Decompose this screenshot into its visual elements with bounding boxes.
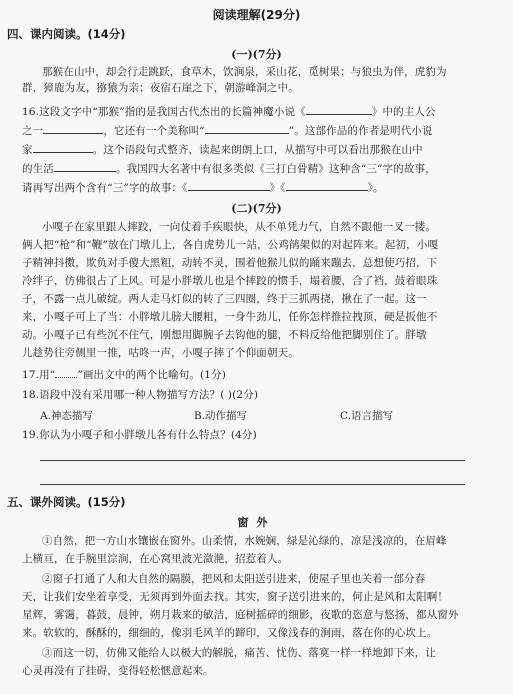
part2-passage-line: 冷绊子，仿佛很占了上风。可是小胖墩儿也是个摔跤的惯手，塌着腰，合了裆，鼓着眼珠 [22, 275, 438, 287]
part1-passage-line: 群，獐鹿为友，猕猿为亲；夜宿石崖之下，朝游峰洞之中。 [22, 82, 299, 94]
q16-line-5 [22, 180, 493, 195]
q16-text: 之一 [22, 125, 44, 137]
q16-text: ”。这部作品的作者是明代小说 [288, 125, 433, 137]
article-line: 天，让我们安坐着享受，无须再到外面去找。其实，窗子送引进来的，何止是风和太阳啊！ [22, 591, 448, 603]
story1-blank[interactable] [188, 180, 270, 191]
part2-passage-line: 俩人把“枪”和“鞭”放在门墩儿上，各自虎势儿一站，公鸡鹐架似的对起阵来。起初，小嘎 [22, 239, 439, 251]
part1-passage-line: 那猴在山中，却会行走跳跃，食草木，饮涧泉，采山花，觅树果；与狼虫为伴，虎豹为 [42, 66, 447, 78]
q17-text: 17.用“ [22, 369, 56, 381]
q16-line-4 [22, 161, 493, 176]
article-line: ①自然，把一方山水镶嵌在窗外。山柔情，水婉娴，绿是沁绿的，凉是浅凉的，在眉峰 [42, 535, 447, 547]
author-blank[interactable] [33, 142, 93, 153]
nickname-blank[interactable] [205, 123, 289, 134]
article-line: 心灵再没有了挂碍，变得轻松惬意起来。 [22, 665, 214, 677]
part2-passage-line: 动。小嘎子已有些沉不住气，刚想用脚腕子去钩他的腿，不料反给他把脚别住了。胖墩 [22, 329, 427, 341]
article-line: 星辉，雾霭，暮鼓，晨钟，朔月栽来的敏洁，庭树摇碎的细影，夜歌的恣意与悠扬，都从窗外 [22, 609, 459, 621]
q16-text: 。我国四大名著中有很多类似《三打白骨精》这种含“三”字的故事， [115, 163, 436, 175]
wavy-underline-icon [55, 369, 77, 378]
part2-passage-line: 子精神抖擞，欺负对手傻大黑粗，动转不灵，围着他猴儿似的踊来蹦去，总想使巧招，下 [22, 257, 438, 269]
q18-option-b[interactable]: B.动作描写 [194, 410, 248, 422]
q16-text: 》中的主人公 [371, 106, 436, 118]
article-title: 窗外 [237, 516, 276, 529]
q18-option-a[interactable]: A.神态描写 [40, 410, 93, 422]
q16-text: 请再写出两个含有“三”字的故事：《 [22, 182, 188, 194]
q16-text: 家 [22, 144, 33, 156]
q17-text: ”画出文中的两个比喻句。(1分) [77, 369, 226, 381]
life-blank[interactable] [54, 161, 116, 172]
story2-blank[interactable] [286, 180, 368, 191]
q16-text: 》。 [367, 182, 384, 194]
article-line: 来。软软的，酥酥的，细细的，像羽毛风羊的蹄印，又像浅春的涧雨，落在你的心坎上。 [22, 627, 438, 639]
q16-line-1 [22, 104, 493, 119]
part2-title: (二)(7分) [231, 202, 282, 215]
q16-text: ，它还有一个美称叫“ [103, 125, 205, 137]
answer-line[interactable] [40, 484, 465, 485]
q16-line-2 [22, 123, 493, 138]
part1-title: (一)(7分) [231, 48, 282, 61]
part2-passage-line: 小嘎子在家里跟人摔跤，一向仗着手疾眼快，从不单凭力气，自然不跟他一叉一搂。 [42, 221, 437, 233]
q18: 18.语段中没有采用哪一种人物描写方法？( )(2分) [22, 389, 259, 401]
answer-line[interactable] [40, 460, 465, 461]
q19: 19.你认为小嘎子和小胖墩儿各有什么特点？(4分) [22, 429, 257, 441]
part2-passage-line: 儿趁势往旁侧里一推，咕咚一声，小嘎子摔了个仰面朝天。 [22, 347, 299, 359]
article-line: ②窗子打通了人和大自然的隔膜，把风和太阳送引进来，使屋子里也关着一部分春 [42, 573, 426, 585]
q16-text: 的生活 [22, 163, 54, 175]
q16-text: 。这个语段句式整齐，读起来朗朗上口，从描写中可以看出那猴在山中 [92, 144, 423, 156]
section5-heading: 五、课外阅读。(15分) [7, 495, 126, 509]
q16-line-3 [22, 142, 493, 157]
page-title: 阅读理解(29分) [212, 8, 301, 22]
part2-passage-line: 子，不露一点儿破绽。两人走马灯似的转了三四圈，终于三抓两挠，揪在了一起。这一 [22, 293, 427, 305]
protagonist-blank[interactable] [43, 123, 103, 134]
article-line: 上横亘，在手腕里淙涧，在心窝里波光潋滟，招惹着人。 [22, 553, 289, 565]
q18-option-c[interactable]: C.语言描写 [340, 410, 393, 422]
book-title-blank[interactable] [306, 104, 372, 115]
part2-passage-line: 来，小嘎子可上了当：小胖墩儿膀大腰粗，一身牛劲儿，任你怎样推拉拽顶，硬是扳他不 [22, 311, 438, 323]
q17 [22, 368, 493, 382]
section4-heading: 四、课内阅读。(14分) [7, 27, 126, 41]
q16-text: 16.这段文字中“那猴”指的是我国古代杰出的长篇神魔小说《 [22, 106, 306, 118]
article-line: ③而这一切，仿佛又能给人以极大的解脱，痛苦、忧伤、落寞一样一样地卸下来，让 [42, 647, 437, 659]
q16-text: 》《 [269, 182, 286, 194]
